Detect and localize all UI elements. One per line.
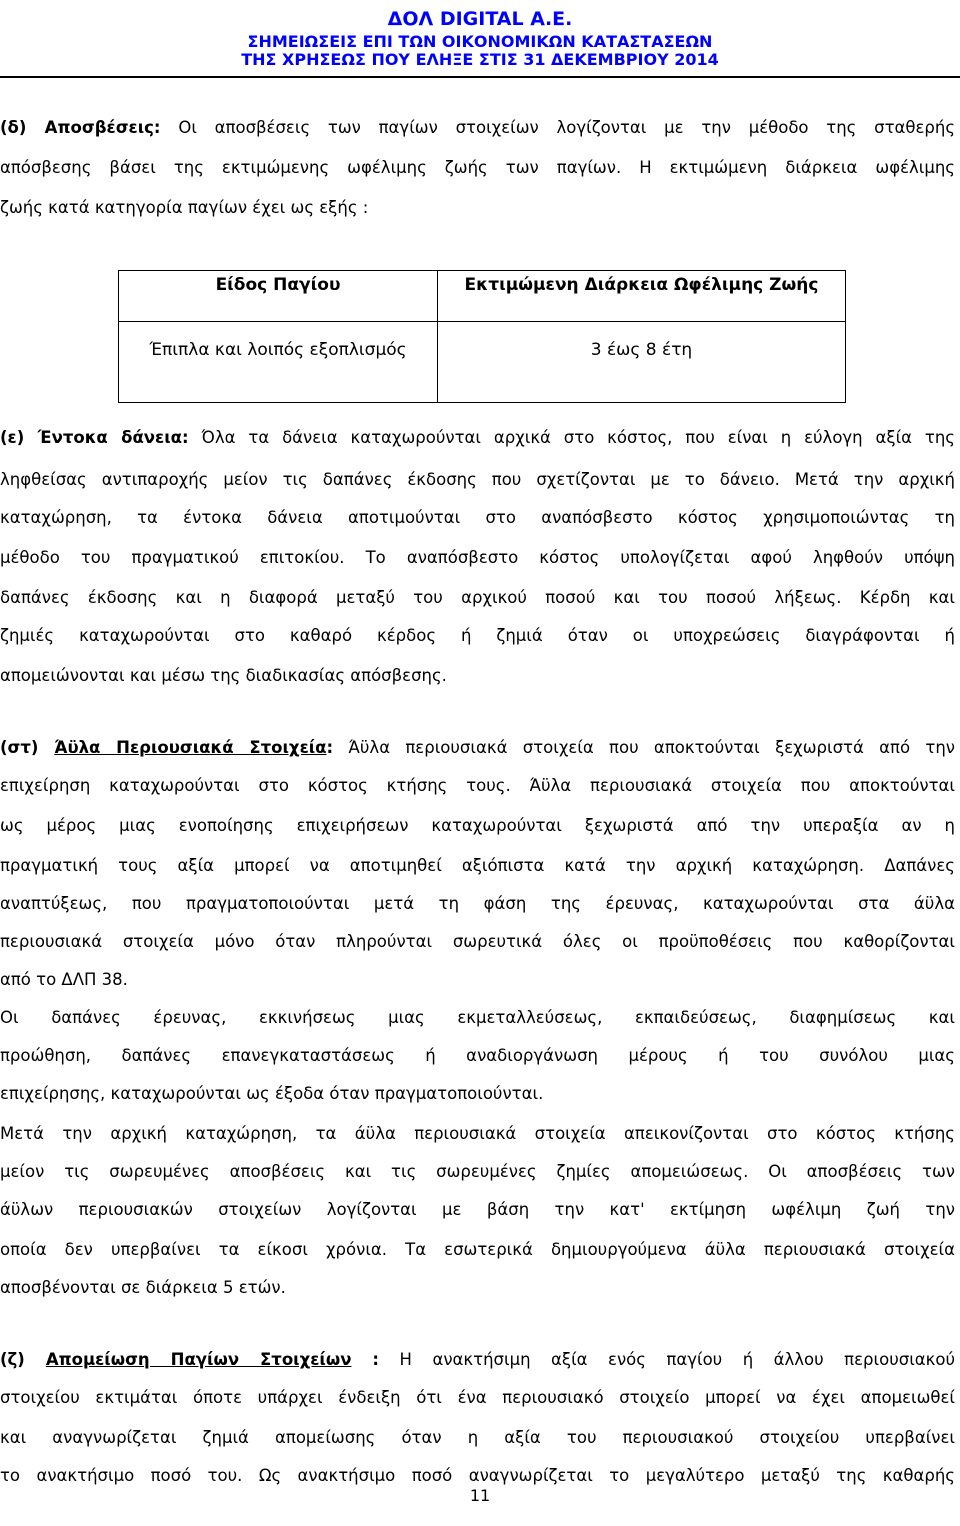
section-st-p3-line-4: οποία δεν υπερβαίνει τα είκοσι χρόνια. Τα εσωτερικά δημιουργούμενα άϋλα περιουσιακά στοιχεία — [0, 1240, 955, 1259]
table-header-asset-type: Είδος Παγίου — [119, 271, 438, 322]
section-st-line-6: περιουσιακά στοιχεία μόνο όταν πληρούνται σωρευτικά όλες οι προϋποθέσεις που καθορίζονται — [0, 932, 955, 951]
section-z-line-1 — [0, 1340, 955, 1380]
header-divider — [0, 76, 960, 78]
section-st-p2-line-2: προώθηση, δαπάνες επανεγκαταστάσεως ή αναδιοργάνωση μέρους ή του συνόλου μιας — [0, 1046, 955, 1065]
section-z-label: (ζ) Απομείωση Παγίων Στοιχείων : — [0, 1350, 380, 1369]
page-number: 11 — [469, 1486, 491, 1505]
section-st-p3-line-5: αποσβένονται σε διάρκεια 5 ετών. — [0, 1278, 286, 1297]
section-z-line-3: και αναγνωρίζεται ζημιά απομείωσης όταν η αξία του περιουσιακού στοιχείου υπερβαίνει — [0, 1428, 955, 1447]
useful-life-table — [118, 270, 846, 403]
company-name: ΔΟΛ DIGITAL Α.Ε. — [387, 8, 573, 30]
section-st-line-7: από το ΔΛΠ 38. — [0, 970, 128, 989]
document-period: ΤΗΣ ΧΡΗΣΕΩΣ ΠΟΥ ΕΛΗΞΕ ΣΤΙΣ 31 ΔΕΚΕΜΒΡΙΟΥ 2014 — [241, 50, 719, 69]
section-st-text: Άϋλα περιουσιακά στοιχεία που αποκτούνται ξεχωριστά από την — [348, 738, 955, 757]
section-st-label: (στ) Άϋλα Περιουσιακά Στοιχεία: — [0, 738, 334, 757]
section-e-line-6: ζημιές καταχωρούνται στο καθαρό κέρδος ή ζημιά όταν οι υποχρεώσεις διαγράφονται ή — [0, 626, 955, 645]
section-z-line-4: το ανακτήσιμο ποσό του. Ως ανακτήσιμο ποσό αναγνωρίζεται το μεγαλύτερο μεταξύ της καθαρής — [0, 1466, 955, 1485]
section-st-p2-line-1: Οι δαπάνες έρευνας, εκκινήσεως μιας εκμεταλλεύσεως, εκπαιδεύσεως, διαφημίσεως και — [0, 1008, 955, 1027]
section-st-line-3: ως μέρος μιας ενοποίησης επιχειρήσεων καταχωρούνται ξεχωριστά από την υπεραξία αν η — [0, 816, 955, 835]
section-e-label: (ε) Έντοκα δάνεια: — [0, 428, 189, 447]
section-e-text: Όλα τα δάνεια καταχωρούνται αρχικά στο κόστος, που είναι η εύλογη αξία της — [201, 428, 955, 447]
section-d-line-3: ζωής κατά κατηγορία παγίων έχει ως εξής : — [0, 198, 369, 217]
section-d-label: (δ) Αποσβέσεις: — [0, 118, 161, 137]
section-st-line-5: αναπτύξεως, που πραγματοποιούνται μετά τη φάση της έρευνας, καταχωρούνται στα άϋλα — [0, 894, 955, 913]
section-st-line-1 — [0, 728, 955, 768]
section-z-text: Η ανακτήσιμη αξία ενός παγίου ή άλλου περιουσιακού — [399, 1350, 956, 1369]
section-z-line-2: στοιχείου εκτιμάται όποτε υπάρχει ένδειξη ότι ένα περιουσιακό στοιχείο μπορεί να έχει απομειωθεί — [0, 1388, 955, 1407]
section-d-line-1 — [0, 108, 955, 148]
section-e-line-3: καταχώρηση, τα έντοκα δάνεια αποτιμούνται στο αναπόσβεστο κόστος χρησιμοποιώντας τη — [0, 508, 955, 527]
section-e-line-5: δαπάνες έκδοσης και η διαφορά μεταξύ του αρχικού ποσού και του ποσού λήξεως. Κέρδη και — [0, 588, 955, 607]
section-e-line-4: μέθοδο του πραγματικού επιτοκίου. Το αναπόσβεστο κόστος υπολογίζεται αφού ληφθούν υπόψη — [0, 548, 955, 567]
section-st-line-2: επιχείρηση καταχωρούνται στο κόστος κτήσης τους. Άϋλα περιουσιακά στοιχεία που αποκτούνται — [0, 776, 955, 795]
section-d-text: Οι αποσβέσεις των παγίων στοιχείων λογίζονται με την μέθοδο της σταθερής — [178, 118, 956, 137]
section-d-line-2: απόσβεσης βάσει της εκτιμώμενης ωφέλιμης ζωής των παγίων. Η εκτιμώμενη διάρκεια ωφέλιμης — [0, 158, 955, 177]
table-cell-asset-type: Έπιπλα και λοιπός εξοπλισμός — [119, 322, 438, 403]
section-st-p3-line-3: άϋλων περιουσιακών στοιχείων λογίζονται με βάση την κατ' εκτίμηση ωφέλιμη ζωή την — [0, 1200, 955, 1219]
table-header-useful-life: Εκτιμώμενη Διάρκεια Ωφέλιμης Ζωής — [438, 271, 846, 322]
table-cell-useful-life: 3 έως 8 έτη — [438, 322, 846, 403]
section-st-line-4: πραγματική τους αξία μπορεί να αποτιμηθεί αξιόπιστα κατά την αρχική καταχώρηση. Δαπάνες — [0, 856, 955, 875]
table-row — [119, 322, 846, 403]
table-header-row — [119, 271, 846, 322]
section-e-line-7: απομειώνονται και μέσω της διαδικασίας απόσβεσης. — [0, 666, 447, 685]
section-e-line-2: ληφθείσας αντιπαροχής μείον τις δαπάνες έκδοσης που σχετίζονται με το δάνειο. Μετά την αρχική — [0, 470, 955, 489]
section-e-line-1 — [0, 418, 955, 458]
section-st-p2-line-3: επιχείρησης, καταχωρούνται ως έξοδα όταν πραγματοποιούνται. — [0, 1084, 544, 1103]
document-title: ΣΗΜΕΙΩΣΕΙΣ ΕΠΙ ΤΩΝ ΟΙΚΟΝΟΜΙΚΩΝ ΚΑΤΑΣΤΑΣΕΩΝ — [247, 32, 713, 51]
section-st-p3-line-2: μείον τις σωρευμένες αποσβέσεις και τις σωρευμένες ζημίες απομειώσεως. Οι αποσβέσεις των — [0, 1162, 955, 1181]
section-st-p3-line-1: Μετά την αρχική καταχώρηση, τα άϋλα περιουσιακά στοιχεία απεικονίζονται στο κόστος κτήσης — [0, 1124, 955, 1143]
